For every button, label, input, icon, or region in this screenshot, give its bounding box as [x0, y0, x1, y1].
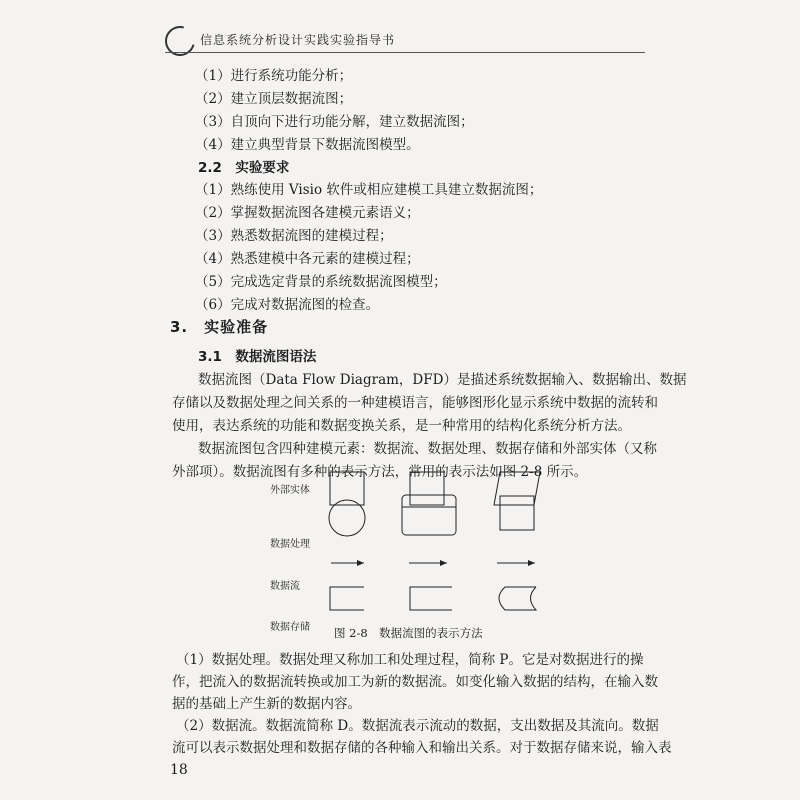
flow-paragraph-line-2: 流可以表示数据处理和数据存储的各种输入和输出关系。对于数据存储来说，输入表 [172, 740, 672, 756]
content-list-item-1: （1）进行系统功能分析； [195, 68, 353, 84]
data-flow-arrow-1-head [357, 560, 364, 566]
section-2-2-heading: 2.2 实验要求 [198, 160, 290, 176]
figure-caption: 图 2-8 数据流图的表示方法 [334, 626, 483, 640]
figure-label-data-flow: 数据流 [270, 581, 300, 592]
content-list-item-3: （3）自顶向下进行功能分解，建立数据流图； [195, 114, 474, 130]
header-title: 信息系统分析设计实践实验指导书 [200, 33, 396, 47]
processing-paragraph-line-1: （1）数据处理。数据处理又称加工和处理过程，简称 P。它是对数据进行的操 [176, 652, 644, 668]
requirement-item-3: （3）熟悉数据流图的建模过程； [195, 228, 393, 244]
external-entity-parallelogram [494, 472, 540, 505]
dfd-definition-line-2: 存储以及数据处理之间关系的一种建模语言，能够图形化显示系统中数据的流转和 [172, 395, 658, 411]
requirement-item-1: （1）熟练使用 Visio 软件或相应建模工具建立数据流图； [195, 182, 543, 198]
section-3-heading: 3. 实验准备 [170, 318, 269, 336]
figure-label-process: 数据处理 [270, 539, 310, 550]
requirement-item-5: （5）完成选定背景的系统数据流图模型； [195, 274, 447, 290]
figure-label-external-entity: 外部实体 [270, 485, 310, 496]
data-store-open-rect-2 [410, 587, 452, 610]
processing-paragraph-line-2: 作，把流入的数据流转换或加工为新的数据流。如变化输入数据的结构，在输入数 [172, 674, 658, 690]
dfd-elements-line-1: 数据流图包含四种建模元素：数据流、数据处理、数据存储和外部实体（又称 [198, 441, 657, 457]
figure-label-data-store: 数据存储 [270, 622, 310, 633]
process-square [500, 496, 534, 530]
dfd-definition-line-3: 使用，表达系统的功能和数据变换关系，是一种常用的结构化系统分析方法。 [172, 418, 631, 434]
requirement-item-6: （6）完成对数据流图的检查。 [195, 297, 380, 313]
external-entity-square-2 [410, 472, 444, 505]
content-list-item-4: （4）建立典型背景下数据流图模型。 [195, 137, 420, 153]
data-flow-arrow-3-head [528, 560, 535, 566]
dfd-definition-line-1: 数据流图（Data Flow Diagram，DFD）是描述系统数据输入、数据输出、数据 [198, 372, 687, 388]
section-3-1-heading: 3.1 数据流图语法 [198, 349, 317, 365]
flow-paragraph-line-1: （2）数据流。数据流简称 D。数据流表示流动的数据，支出数据及其流向。数据 [176, 718, 659, 734]
page-number: 18 [170, 762, 188, 778]
processing-paragraph-line-3: 据的基础上产生新的数据内容。 [172, 696, 361, 712]
dfd-elements-line-2: 外部项）。数据流图有多种的表示方法，常用的表示法如图 2-8 所示。 [172, 464, 588, 480]
requirement-item-4: （4）熟悉建模中各元素的建模过程； [195, 251, 420, 267]
data-store-open-rect-1 [330, 587, 364, 610]
requirement-item-2: （2）掌握数据流图各建模元素语义； [195, 205, 420, 221]
data-flow-arrow-2-head [440, 560, 447, 566]
content-list-item-2: （2）建立顶层数据流图； [195, 91, 353, 107]
data-store-rounded-open-rect [499, 587, 536, 610]
